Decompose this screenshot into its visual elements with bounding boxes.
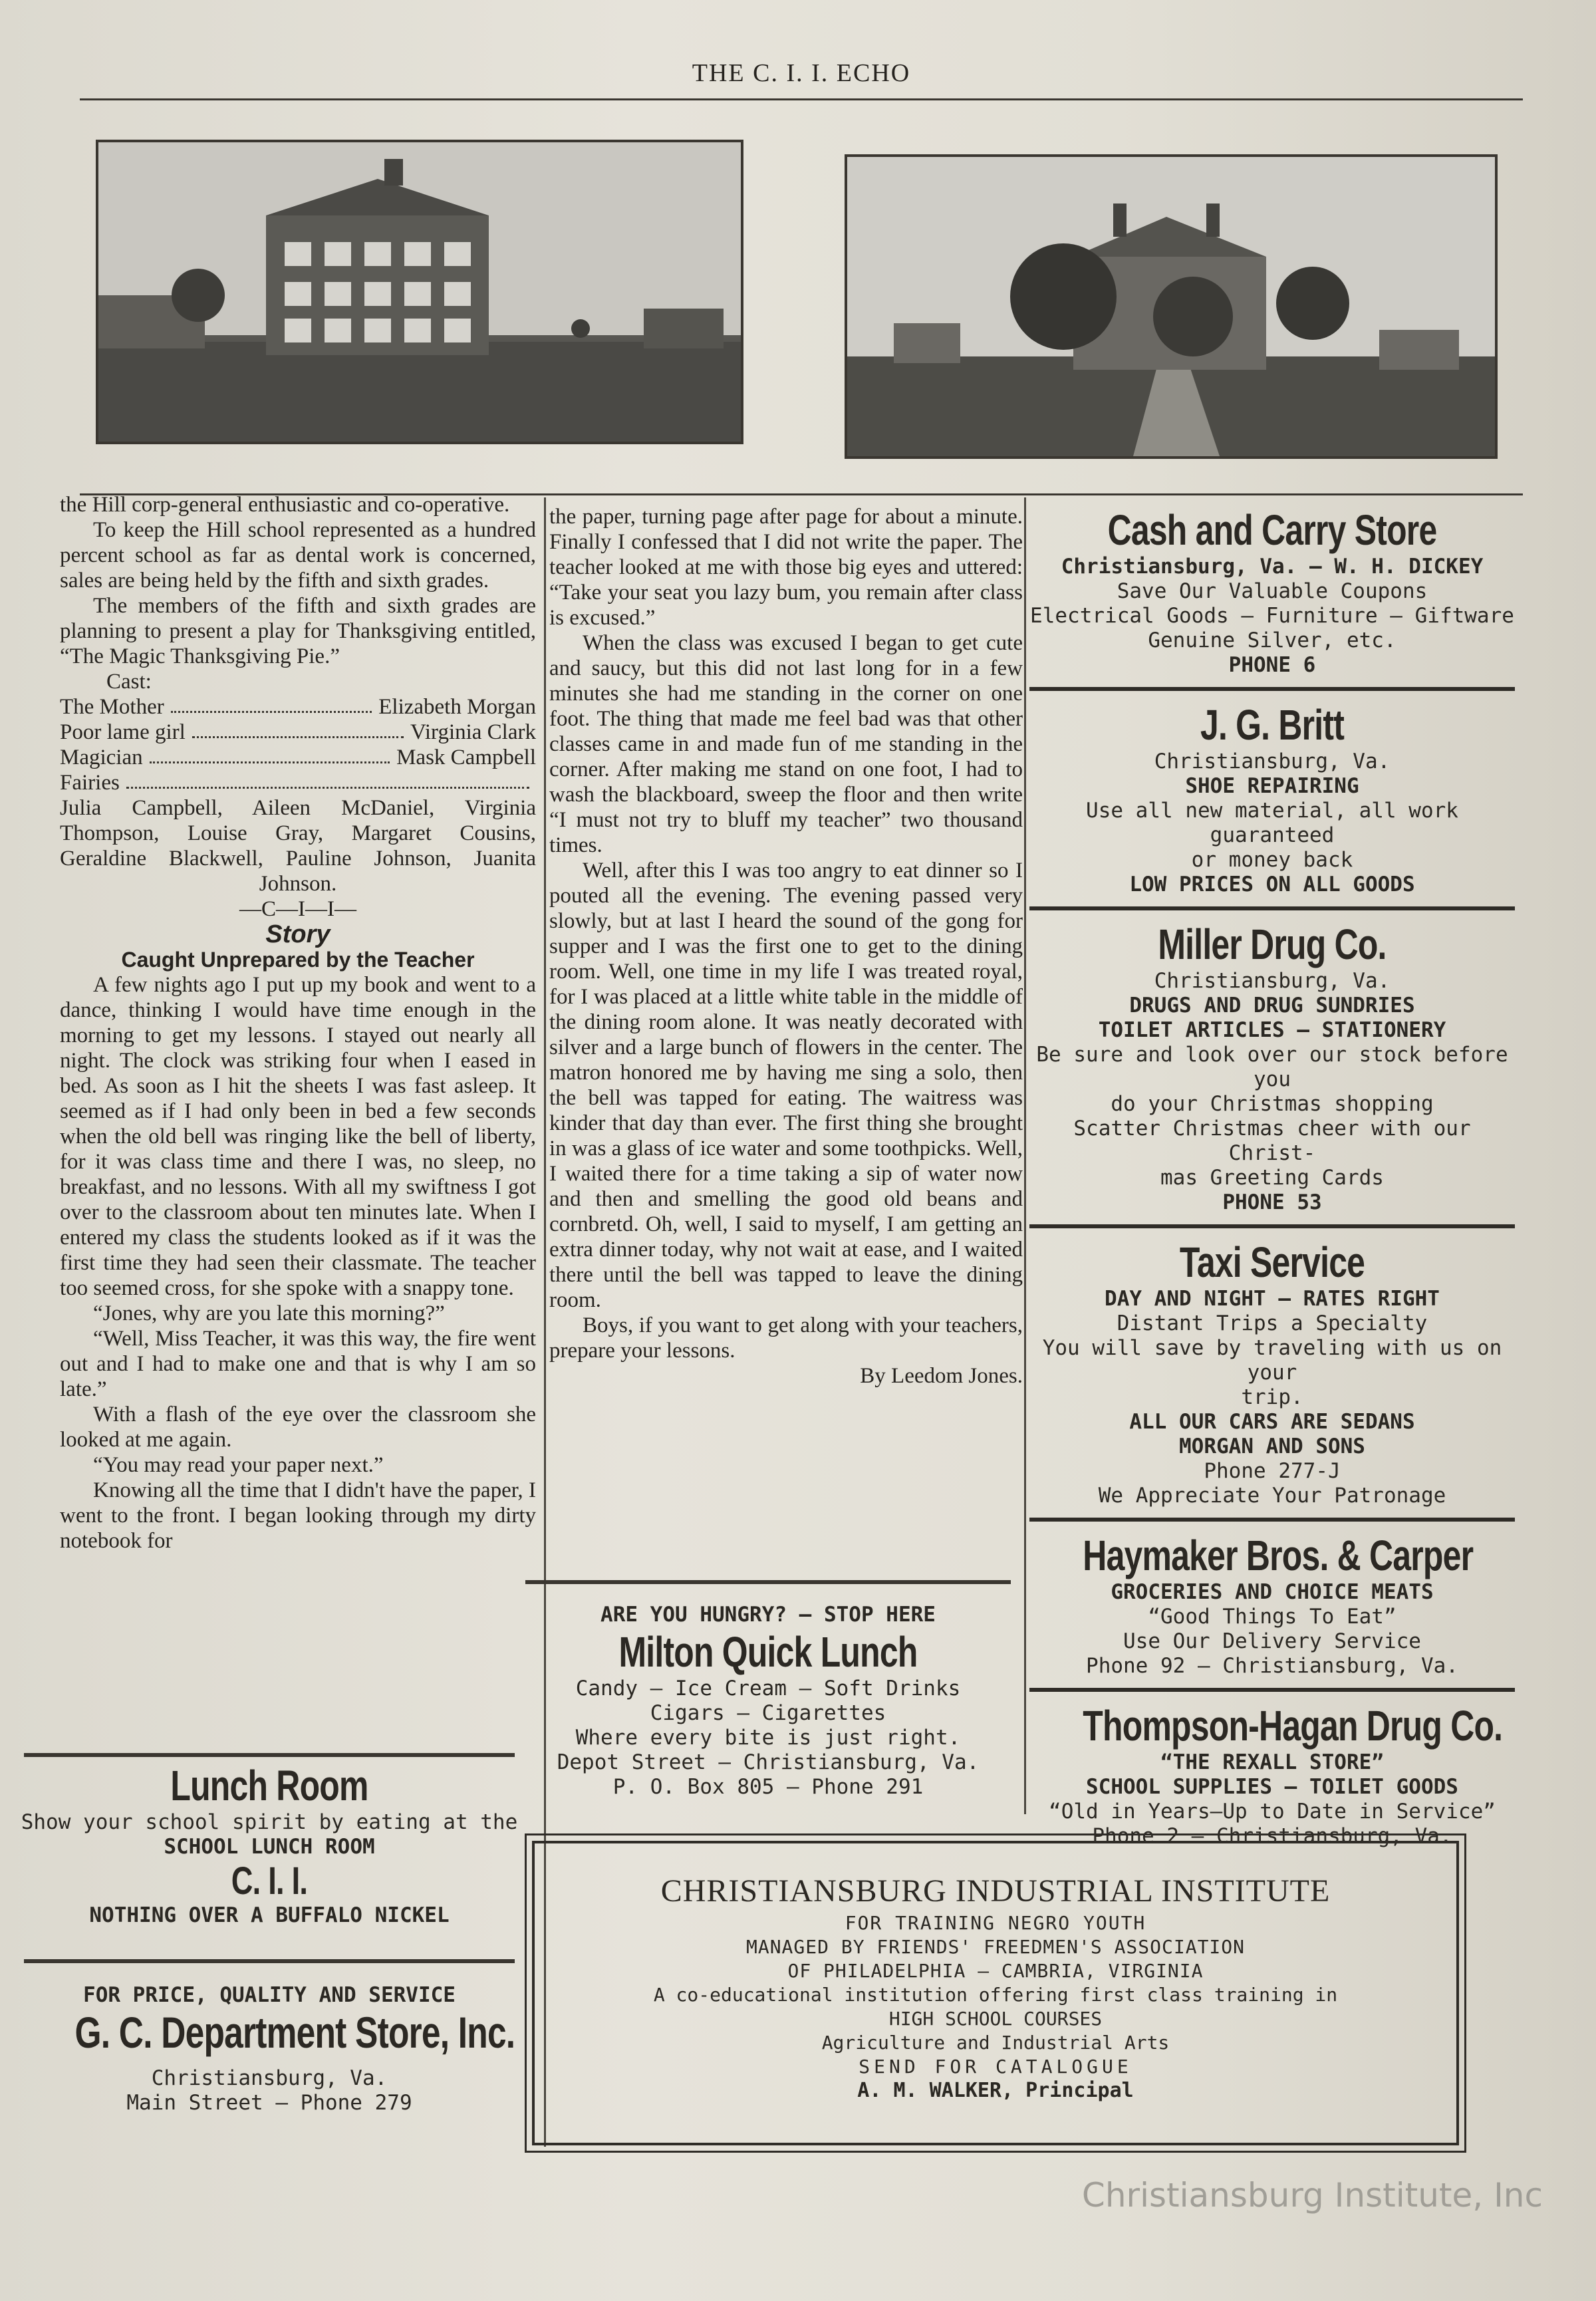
ad-rule bbox=[1029, 1224, 1515, 1228]
article-para: The members of the fifth and sixth grades are planning to present a play for Thanksgiving entitled, “The Magic Thanksgiving Pie.” bbox=[60, 594, 536, 668]
cast-row bbox=[60, 694, 536, 720]
ad-line: LOW PRICES ON ALL GOODS bbox=[1129, 873, 1415, 896]
ad-line: OF PHILADELPHIA — CAMBRIA, VIRGINIA bbox=[787, 1960, 1204, 1982]
cast-actor: Mask Campbell bbox=[396, 745, 536, 769]
ad-line: DRUGS AND DRUG SUNDRIES bbox=[1129, 994, 1415, 1017]
ad-line: MORGAN AND SONS bbox=[1179, 1434, 1365, 1458]
ad-right-column bbox=[1029, 505, 1515, 1849]
ad-lunch-room bbox=[20, 1761, 519, 1928]
ad-line: Phone 92 — Christiansburg, Va. bbox=[1086, 1654, 1458, 1678]
ad-line: Use Our Delivery Service bbox=[1123, 1629, 1421, 1653]
ad-gc-department-store bbox=[20, 1983, 519, 2115]
ad-line: do your Christmas shopping bbox=[1111, 1092, 1434, 1116]
story-para: the paper, turning page after page for about a minute. Finally I confessed that I did not write the paper. The teacher looked at me with those big eyes and uttered: “Take your seat you lazy bum, you remain after class is excused.” bbox=[549, 505, 1023, 630]
cast-row bbox=[60, 745, 536, 770]
fairies-list: Julia Campbell, Aileen McDaniel, Virginia Thompson, Louise Gray, Margaret Cousins, Geraldine Blackwell, Pauline Johnson, Juanita Johnson. bbox=[60, 796, 536, 896]
ad-line: Christiansburg, Va. bbox=[151, 2066, 388, 2090]
story-para: When the class was excused I began to get cute and saucy, but this did not last long for in a few minutes she had me standing in the corner on one foot. The thing that made me feel bad was that other classes came in and made fun of me standing in the corner. After making me stand on one foot, I had to wash the blackboard, sweep the floor and then write “I must not try to bluff my teacher” two thousand times. bbox=[549, 631, 1023, 857]
ad-line: Phone 277-J bbox=[1204, 1459, 1341, 1483]
ad-line: “Good Things To Eat” bbox=[1148, 1605, 1396, 1629]
ad-line: ARE YOU HUNGRY? — STOP HERE bbox=[600, 1603, 936, 1627]
ad-name: Miller Drug Co. bbox=[1158, 920, 1387, 968]
ad-line: Main Street — Phone 279 bbox=[126, 2091, 412, 2115]
ad-line: Depot Street — Christiansburg, Va. bbox=[557, 1750, 980, 1774]
masthead: THE C. I. I. ECHO bbox=[692, 59, 911, 87]
ad-name: Taxi Service bbox=[1179, 1238, 1365, 1286]
story-para: Boys, if you want to get along with your teachers, prepare your lessons. bbox=[549, 1313, 1023, 1363]
column-separator-right bbox=[1024, 497, 1026, 1814]
ad-line: ALL OUR CARS ARE SEDANS bbox=[1129, 1410, 1415, 1434]
ad-line: mas Greeting Cards bbox=[1160, 1166, 1384, 1190]
photo-campus-houses bbox=[845, 154, 1498, 459]
story-para: “Well, Miss Teacher, it was this way, the fire went out and I had to make one and that is why I am so late.” bbox=[60, 1327, 536, 1401]
ad-name: G. C. Department Store, Inc. bbox=[74, 2008, 515, 2057]
ad-line: Use all new material, all work guaranteed bbox=[1086, 799, 1458, 847]
ad-name: Milton Quick Lunch bbox=[618, 1628, 918, 1676]
middle-column-article bbox=[549, 504, 1023, 1389]
cast-label: Cast: bbox=[106, 670, 152, 694]
ad-rule bbox=[525, 1580, 1011, 1584]
cast-role: Fairies bbox=[60, 771, 120, 795]
ad-name: Haymaker Bros. & Carper bbox=[1083, 1532, 1474, 1579]
ad-line: C. I. I. bbox=[231, 1859, 308, 1903]
ad-rule bbox=[1029, 687, 1515, 691]
story-para: A few nights ago I put up my book and went to a dance, thinking I would have time enough in the morning to get my lessons. I stayed out nearly all night. The clock was striking four when I eased in bed. As soon as I hit the sheets I was fast asleep. It seemed as if I had only been in bed a few seconds when the old bell was ringing like the bell of liberty, for it was class time and there I was, no sleep, no breakfast, and no lessons. With all my swiftness I got over to the classroom about ten minutes late. When I entered my class the students looked as if it was the first time they had seen their classmate. The teacher too seemed cross, for she spoke with a snappy tone. bbox=[60, 973, 536, 1300]
cast-actor: Virginia Clark bbox=[410, 720, 536, 744]
left-column-article bbox=[60, 492, 536, 1554]
photo-school-building bbox=[96, 140, 743, 444]
ad-line: trip. bbox=[1241, 1385, 1303, 1409]
ad-line: Electrical Goods — Furniture — Giftware bbox=[1030, 604, 1514, 628]
story-para: “You may read your paper next.” bbox=[93, 1453, 384, 1477]
ad-line: TOILET ARTICLES — STATIONERY bbox=[1098, 1018, 1446, 1042]
ad-line: “THE REXALL STORE” bbox=[1160, 1750, 1384, 1774]
ad-line: or money back bbox=[1191, 848, 1353, 872]
ad-line: FOR TRAINING NEGRO YOUTH bbox=[845, 1912, 1146, 1934]
ad-haymaker bbox=[1029, 1531, 1515, 1679]
story-para: With a flash of the eye over the classroom she looked at me again. bbox=[60, 1403, 536, 1452]
ad-milton-quick-lunch bbox=[525, 1603, 1011, 1800]
ad-line: Show your school spirit by eating at the bbox=[21, 1810, 518, 1834]
ad-line: Be sure and look over our stock before you bbox=[1036, 1043, 1508, 1091]
ad-line: Cigars — Cigarettes bbox=[650, 1701, 886, 1725]
divider: —C—I—I— bbox=[239, 897, 356, 921]
ad-rule bbox=[1029, 1688, 1515, 1692]
ad-cash-and-carry bbox=[1029, 505, 1515, 678]
cast-role: Magician bbox=[60, 745, 143, 769]
cast-role: The Mother bbox=[60, 695, 164, 719]
ad-line: Christiansburg, Va. — W. H. DICKEY bbox=[1061, 555, 1484, 579]
ad-line: Agriculture and Industrial Arts bbox=[821, 2032, 1170, 2054]
article-para: the Hill corp-general enthusiastic and co-operative. bbox=[60, 493, 510, 517]
ad-line: Phone 2 — Christiansburg, Va. bbox=[1092, 1824, 1452, 1848]
ad-line: Save Our Valuable Coupons bbox=[1117, 579, 1428, 603]
ad-line: P. O. Box 805 — Phone 291 bbox=[612, 1775, 924, 1799]
cast-row bbox=[60, 770, 536, 795]
ad-line: FOR PRICE, QUALITY AND SERVICE bbox=[83, 1983, 456, 2007]
ad-christiansburg-institute bbox=[532, 1841, 1459, 2145]
ad-rule bbox=[1029, 906, 1515, 910]
ad-line: Distant Trips a Specialty bbox=[1117, 1311, 1428, 1335]
ad-jg-britt bbox=[1029, 700, 1515, 897]
ad-line: SCHOOL LUNCH ROOM bbox=[164, 1835, 375, 1859]
ad-line: Christiansburg, Va. bbox=[1154, 969, 1391, 993]
ad-thompson-hagan bbox=[1029, 1701, 1515, 1849]
ad-line: A co-educational institution offering first class training in bbox=[653, 1984, 1338, 2006]
ad-line: PHONE 53 bbox=[1222, 1190, 1322, 1214]
ad-line: PHONE 6 bbox=[1228, 653, 1316, 677]
ad-line: “Old in Years—Up to Date in Service” bbox=[1049, 1800, 1496, 1824]
ad-name: Lunch Room bbox=[170, 1762, 368, 1810]
ad-line: Christiansburg, Va. bbox=[1154, 749, 1391, 773]
masthead-rule bbox=[80, 98, 1523, 100]
cast-actor: Elizabeth Morgan bbox=[378, 695, 536, 719]
ad-line: MANAGED BY FRIENDS' FREEDMEN'S ASSOCIATION bbox=[745, 1936, 1245, 1958]
byline: By Leedom Jones. bbox=[860, 1364, 1023, 1388]
ad-name: J. G. Britt bbox=[1200, 701, 1345, 749]
ad-taxi-service bbox=[1029, 1238, 1515, 1508]
ad-name: CHRISTIANSBURG INDUSTRIAL INSTITUTE bbox=[660, 1873, 1331, 1909]
ad-line: HIGH SCHOOL COURSES bbox=[888, 2008, 1103, 2030]
ad-rule bbox=[24, 1959, 515, 1963]
story-heading: Story bbox=[265, 920, 331, 948]
ad-line: NOTHING OVER A BUFFALO NICKEL bbox=[89, 1903, 450, 1927]
ad-name: Cash and Carry Store bbox=[1107, 506, 1437, 554]
ad-rule bbox=[24, 1753, 515, 1757]
ad-line: A. M. WALKER, Principal bbox=[857, 2079, 1134, 2102]
ad-line: Where every bite is just right. bbox=[575, 1726, 961, 1750]
cast-row bbox=[60, 720, 536, 745]
story-para: Well, after this I was too angry to eat dinner so I pouted all the evening. The evening passed very slowly, but at last I heard the sound of the gong for supper and I was the first one to get to the dining room. Well, one time in my life I was treated royal, for I was placed at a little white table in the middle of the dining room alone. It was neatly decorated with silver and a large bunch of flowers in the center. The matron honored me by having me sing a solo, then the bell was tapped for eating. The waitress was kinder that day than ever. The first thing she brought in was a glass of ice water and some toothpicks. Well, I waited there for a time taking a sip of water now and then and smelling the good old beans and cornbretd. Oh, well, I said to myself, I am getting an extra dinner today, why not wait at ease, and I waited there until the bell was tapped to leave the dining room. bbox=[549, 859, 1023, 1312]
ad-line: SHOE REPAIRING bbox=[1185, 774, 1359, 798]
ad-line: Genuine Silver, etc. bbox=[1148, 628, 1396, 652]
ad-line: Candy — Ice Cream — Soft Drinks bbox=[575, 1677, 961, 1700]
article-para: To keep the Hill school represented as a hundred percent school as far as dental work is concerned, sales are being held by the fifth and sixth grades. bbox=[60, 518, 536, 593]
ad-name: Thompson-Hagan Drug Co. bbox=[1083, 1702, 1503, 1750]
story-para: “Jones, why are you late this morning?” bbox=[93, 1301, 445, 1325]
cast-role: Poor lame girl bbox=[60, 720, 186, 744]
ad-rule bbox=[1029, 1518, 1515, 1522]
ad-miller-drug bbox=[1029, 920, 1515, 1215]
ad-line: Scatter Christmas cheer with our Christ- bbox=[1073, 1117, 1471, 1165]
ad-line: You will save by traveling with us on your bbox=[1042, 1336, 1502, 1385]
ad-line: We Appreciate Your Patronage bbox=[1098, 1484, 1446, 1508]
story-para: Knowing all the time that I didn't have the paper, I went to the front. I began looking through my dirty notebook for bbox=[60, 1478, 536, 1553]
ad-line: SEND FOR CATALOGUE bbox=[859, 2056, 1132, 2078]
ad-line: GROCERIES AND CHOICE MEATS bbox=[1111, 1580, 1434, 1604]
watermark-text: Christiansburg Institute, Inc bbox=[1081, 2176, 1543, 2215]
ad-line: SCHOOL SUPPLIES — TOILET GOODS bbox=[1086, 1775, 1458, 1799]
ad-line: DAY AND NIGHT — RATES RIGHT bbox=[1105, 1287, 1440, 1311]
story-subheading: Caught Unprepared by the Teacher bbox=[121, 948, 475, 972]
